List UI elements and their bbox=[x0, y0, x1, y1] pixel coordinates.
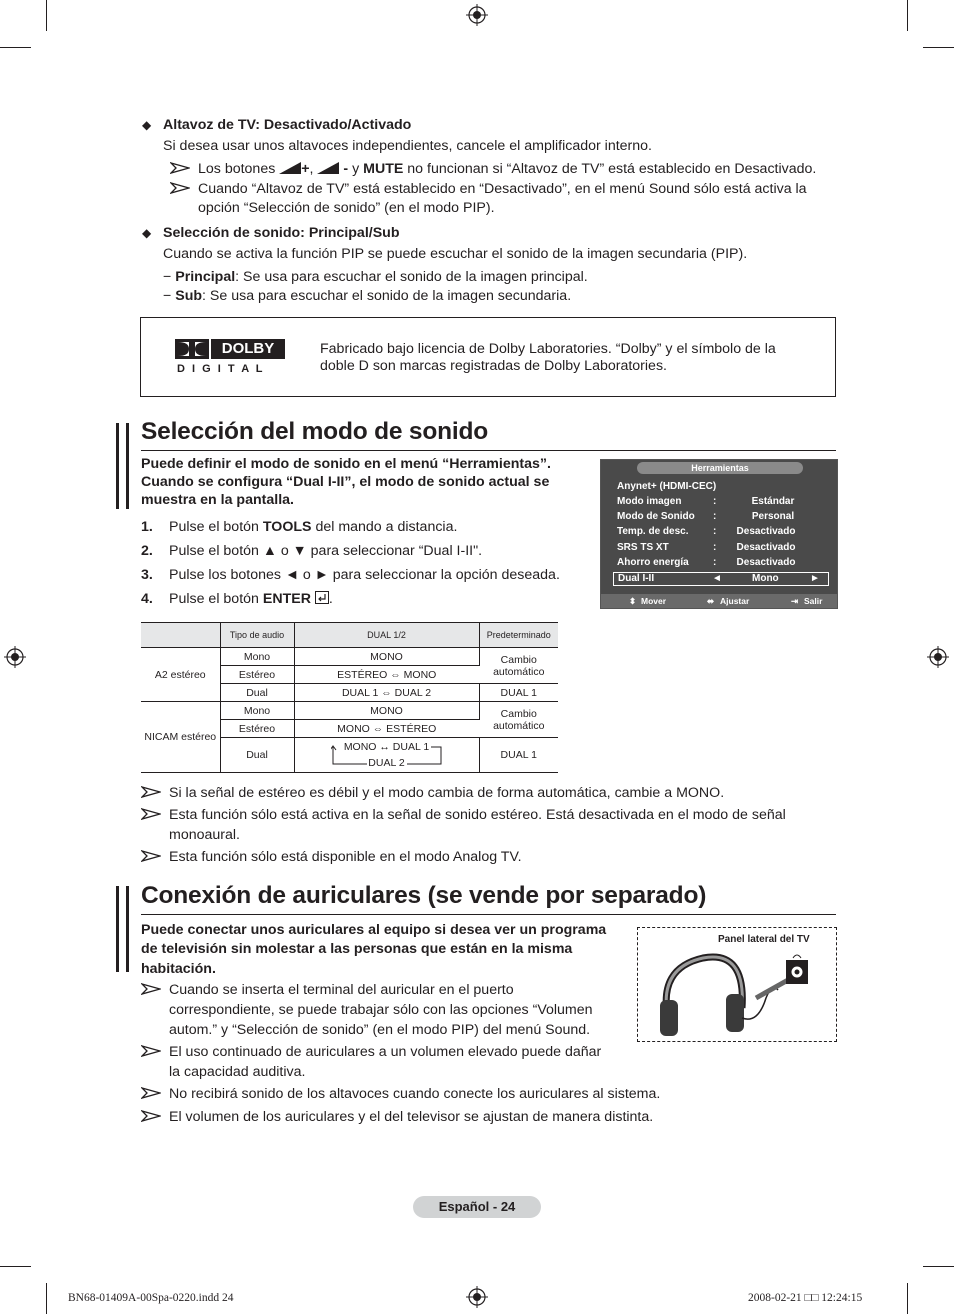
table-row bbox=[141, 702, 558, 720]
cycle-diagram: MONO ↔ DUAL 1 DUAL 2 bbox=[331, 740, 443, 770]
registration-mark-icon bbox=[927, 646, 949, 668]
intro-text: habitación. bbox=[141, 961, 216, 977]
crop-mark bbox=[907, 0, 908, 31]
note-text: Los botones +, - y MUTE no funcionan si “Altavoz de TV” está establecido en Desactivado. bbox=[198, 161, 817, 177]
note-arrow-icon bbox=[141, 1087, 161, 1099]
step-text: Pulse el botón ▲ o ▼ para seleccionar “Dual I-II". bbox=[169, 543, 483, 559]
table-cell: Cambio automático bbox=[479, 702, 558, 738]
volume-up-icon bbox=[279, 162, 301, 174]
registration-mark-icon bbox=[466, 4, 488, 26]
table-cell: Dual bbox=[220, 738, 294, 773]
intro-text: Puede definir el modo de sonido en el menú “Herramientas”. bbox=[141, 456, 551, 472]
page-number: Español - 24 bbox=[413, 1196, 541, 1218]
list-item: − Sub: Se usa para escuchar el sonido de la imagen secundaria. bbox=[163, 288, 572, 304]
cycle-arrow-icon bbox=[331, 740, 443, 770]
volume-down-icon bbox=[317, 162, 339, 174]
arrow-right-icon[interactable]: ► bbox=[810, 573, 820, 584]
headphones-figure bbox=[637, 927, 837, 1042]
table-header: Predeterminado bbox=[479, 623, 558, 648]
menu-item[interactable]: Modo de Sonido : Personal bbox=[617, 511, 795, 522]
headphones-icon bbox=[638, 928, 836, 1041]
note-text: Esta función sólo está activa en la señal de sonido estéreo. Está desactivada en el modo de señal bbox=[169, 807, 786, 823]
diamond-bullet-icon: ◆ bbox=[142, 226, 152, 240]
intro-text: de televisión sin molestar a las personas que están en la misma bbox=[141, 941, 573, 957]
dolby-text: Fabricado bajo licencia de Dolby Laboratories. “Dolby” y el símbolo de la bbox=[320, 341, 776, 357]
step-text: Pulse el botón ENTER . bbox=[169, 591, 333, 607]
crop-mark bbox=[0, 47, 31, 48]
registration-mark-icon bbox=[4, 646, 26, 668]
note-arrow-icon bbox=[141, 786, 161, 798]
table-header: Tipo de audio bbox=[220, 623, 294, 648]
step-text: Pulse el botón TOOLS del mando a distancia. bbox=[169, 519, 458, 535]
step-number: 4. bbox=[141, 591, 153, 607]
step-number: 2. bbox=[141, 543, 153, 559]
file-slug: BN68-01409A-00Spa-0220.indd 24 bbox=[68, 1292, 234, 1304]
heading-rule bbox=[141, 450, 836, 451]
page-heading: Conexión de auriculares (se vende por separado) bbox=[141, 882, 707, 909]
menu-item[interactable]: Modo imagen : Estándar bbox=[617, 496, 795, 507]
dolby-text: doble D son marcas registradas de Dolby Laboratories. bbox=[320, 358, 667, 374]
crop-mark bbox=[46, 0, 47, 31]
arrow-left-icon[interactable]: ◄ bbox=[712, 573, 722, 584]
menu-item[interactable]: SRS TS XT : Desactivado bbox=[617, 542, 796, 553]
table-cell: MONO bbox=[294, 648, 479, 666]
note-arrow-icon bbox=[141, 1045, 161, 1057]
table-cell: DUAL 1 bbox=[479, 684, 558, 702]
table-cell: DUAL 1 bbox=[479, 738, 558, 773]
note-arrow-icon bbox=[141, 808, 161, 820]
note-text: la capacidad auditiva. bbox=[169, 1064, 306, 1080]
table-cell: NICAM estéreo bbox=[141, 702, 220, 773]
table-header bbox=[141, 623, 220, 648]
heading-bar bbox=[116, 886, 119, 972]
panel-label: Panel lateral del TV bbox=[718, 934, 810, 945]
table-cell: MONO bbox=[294, 702, 479, 720]
heading-bar bbox=[126, 886, 129, 972]
dolby-word: DOLBY bbox=[211, 339, 285, 359]
page-heading: Selección del modo de sonido bbox=[141, 418, 488, 445]
table-cell: Mono bbox=[220, 648, 294, 666]
table-header-row bbox=[141, 623, 558, 648]
table-cell: MONO ⇔ ESTÉREO bbox=[294, 720, 479, 738]
sound-table bbox=[141, 622, 558, 773]
heading-bar bbox=[116, 423, 119, 509]
note-arrow-icon bbox=[170, 162, 190, 174]
note-text: correspondiente, se puede trabajar sólo con las opciones “Volumen bbox=[169, 1002, 593, 1018]
crop-mark bbox=[907, 1283, 908, 1314]
dolby-sub: D I G I T A L bbox=[177, 363, 265, 375]
list-item: − Principal: Se usa para escuchar el sonido de la imagen principal. bbox=[163, 269, 588, 285]
crop-mark bbox=[46, 1283, 47, 1314]
tools-menu bbox=[600, 459, 838, 609]
menu-item[interactable]: Anynet+ (HDMI-CEC) bbox=[617, 481, 717, 492]
table-cell: Cambio automático bbox=[479, 648, 558, 684]
step-text: Pulse los botones ◄ o ► para seleccionar la opción deseada. bbox=[169, 567, 560, 583]
note-text: monoaural. bbox=[169, 827, 240, 843]
registration-mark-icon bbox=[466, 1286, 488, 1308]
move-icon: ⬍ bbox=[629, 596, 637, 606]
exit-icon: ⇥ bbox=[791, 596, 799, 606]
table-cell: Mono bbox=[220, 702, 294, 720]
heading-bar bbox=[126, 423, 129, 509]
section-body: Si desea usar unos altavoces independientes, cancele el amplificador interno. bbox=[163, 138, 652, 154]
table-row bbox=[141, 648, 558, 666]
intro-text: Cuando se configura “Dual I-II”, el modo de sonido actual se bbox=[141, 474, 550, 490]
intro-text: muestra en la pantalla. bbox=[141, 492, 294, 508]
crop-mark bbox=[923, 1266, 954, 1267]
note-text: autom.” y “Selección de sonido” (en el modo PIP) del menú Sound. bbox=[169, 1022, 591, 1038]
dolby-box bbox=[140, 317, 836, 397]
crop-mark bbox=[923, 47, 954, 48]
note-arrow-icon bbox=[141, 983, 161, 995]
section-title: Altavoz de TV: Desactivado/Activado bbox=[163, 117, 412, 133]
table-cell: DUAL 1 ⇔ DUAL 2 bbox=[294, 684, 479, 702]
intro-text: Puede conectar unos auriculares al equipo si desea ver un programa bbox=[141, 922, 607, 938]
note-text: opción “Selección de sonido” (en el modo PIP). bbox=[198, 200, 495, 216]
section-title: Selección de sonido: Principal/Sub bbox=[163, 225, 400, 241]
step-number: 1. bbox=[141, 519, 153, 535]
table-header: DUAL 1/2 bbox=[294, 623, 479, 648]
step-number: 3. bbox=[141, 567, 153, 583]
date-slug: 2008-02-21 □□ 12:24:15 bbox=[748, 1292, 863, 1304]
crop-mark bbox=[0, 1266, 31, 1267]
table-cell: A2 estéreo bbox=[141, 648, 220, 702]
note-arrow-icon bbox=[141, 850, 161, 862]
note-text: Cuando se inserta el terminal del auricular en el puerto bbox=[169, 982, 514, 998]
menu-footer: ⬍ Mover ⬌ Ajustar ⇥ Salir bbox=[601, 594, 837, 608]
table-cell: ESTÉREO ⇔ MONO bbox=[294, 666, 479, 684]
note-text: El volumen de los auriculares y el del televisor se ajustan de manera distinta. bbox=[169, 1109, 654, 1125]
diamond-bullet-icon: ◆ bbox=[142, 118, 152, 132]
dolby-logo bbox=[175, 339, 293, 377]
menu-item[interactable]: Temp. de desc. : Desactivado bbox=[617, 526, 796, 537]
note-arrow-icon bbox=[170, 182, 190, 194]
enter-icon bbox=[315, 591, 329, 604]
table-cell: Estéreo bbox=[220, 666, 294, 684]
note-text: Cuando “Altavoz de TV” está establecido en “Desactivado”, en el menú Sound sólo está activa la bbox=[198, 181, 807, 197]
note-text: Esta función sólo está disponible en el modo Analog TV. bbox=[169, 849, 522, 865]
table-cell bbox=[294, 738, 479, 773]
menu-item[interactable]: Ahorro energía : Desactivado bbox=[617, 557, 796, 568]
heading-rule bbox=[141, 914, 836, 915]
table-cell: Estéreo bbox=[220, 720, 294, 738]
menu-item-selected[interactable]: Dual I-II ◄ Mono ► bbox=[613, 572, 829, 586]
adjust-icon: ⬌ bbox=[707, 596, 715, 606]
note-arrow-icon bbox=[141, 1110, 161, 1122]
section-body: Cuando se activa la función PIP se puede escuchar el sonido de la imagen secundaria (PIP). bbox=[163, 246, 748, 262]
note-text: Si la señal de estéreo es débil y el modo cambia de forma automática, cambie a MONO. bbox=[169, 785, 725, 801]
note-text: No recibirá sonido de los altavoces cuando conecte los auriculares al sistema. bbox=[169, 1086, 661, 1102]
table-cell: Dual bbox=[220, 684, 294, 702]
menu-title: Herramientas bbox=[637, 462, 803, 474]
note-text: El uso continuado de auriculares a un volumen elevado puede dañar bbox=[169, 1044, 602, 1060]
double-d-icon bbox=[175, 339, 209, 359]
